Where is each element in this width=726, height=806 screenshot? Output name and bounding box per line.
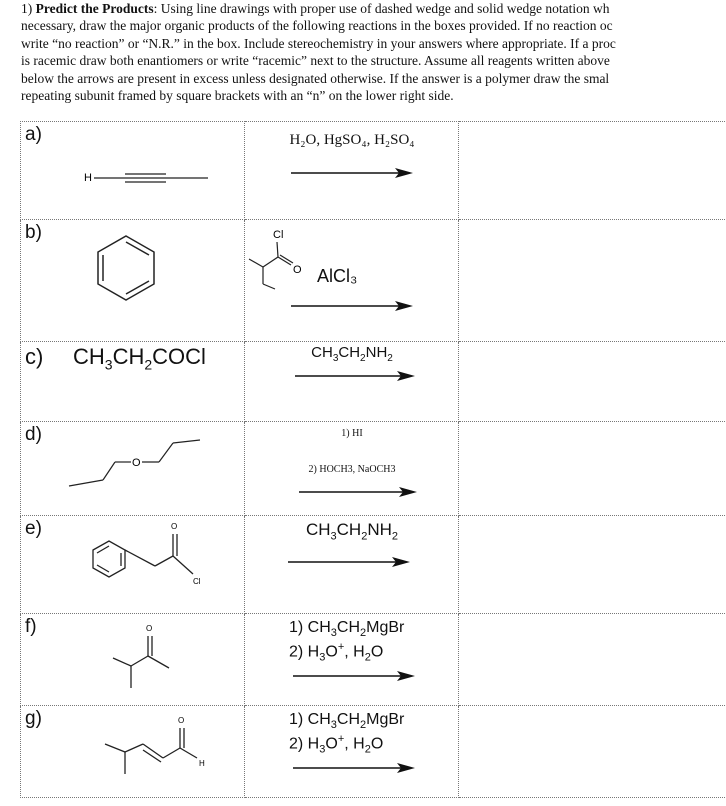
reaction-row-a bbox=[21, 122, 726, 220]
reaction-row-f bbox=[21, 614, 726, 706]
atom-label-cl: Cl bbox=[273, 229, 284, 241]
reagent-step-1: 1) $CH_3CH_2MgBr$ bbox=[289, 711, 405, 732]
atom-label-o: O bbox=[293, 264, 302, 276]
ether-structure bbox=[21, 422, 245, 516]
reagent-cell-c bbox=[245, 342, 459, 422]
reaction-arrow bbox=[245, 422, 459, 516]
instructions-title: Predict the Products bbox=[35, 1, 154, 16]
row-label: a) bbox=[25, 124, 42, 145]
reaction-row-e bbox=[21, 516, 726, 614]
reactant-cell-f bbox=[21, 614, 245, 706]
row-label: c) bbox=[25, 344, 44, 369]
atom-label-h: H bbox=[84, 172, 92, 184]
row-label: d) bbox=[25, 424, 42, 445]
benzene-structure bbox=[21, 220, 245, 342]
instructions-line-5: below the arrows are present in excess unless designated otherwise. If the answer is a polymer draw the smal bbox=[21, 70, 610, 86]
reagent-cell-d bbox=[245, 422, 459, 516]
answer-box-e[interactable] bbox=[459, 516, 726, 614]
reagent-cell-b bbox=[245, 220, 459, 342]
answer-box-g[interactable] bbox=[459, 706, 726, 798]
answer-box-b[interactable] bbox=[459, 220, 726, 342]
reagent-text: $CH_3CH_2NH_2$ bbox=[305, 520, 399, 543]
reaction-arrow bbox=[245, 122, 459, 220]
reactant-cell-d bbox=[21, 422, 245, 516]
row-label: f) bbox=[25, 616, 37, 637]
row-label: g) bbox=[25, 708, 42, 729]
reagent-cell-e bbox=[245, 516, 459, 614]
answer-box-d[interactable] bbox=[459, 422, 726, 516]
reagent-text: $CH_3CH_2NH_2$ bbox=[311, 344, 393, 364]
instructions-line-4: is racemic draw both enantiomers or write “racemic” next to the structure. Assume all reagents written above bbox=[21, 53, 610, 69]
reactant-cell-a bbox=[21, 122, 245, 220]
enal-structure bbox=[21, 706, 245, 798]
phenylacetyl-chloride-structure bbox=[21, 516, 245, 614]
row-label: b) bbox=[25, 222, 42, 243]
reagent-step-2: 2) $H_3O^+$, $H_2O$ bbox=[289, 733, 384, 756]
atom-label-o: O bbox=[132, 457, 141, 469]
reaction-arrow bbox=[245, 706, 459, 798]
instructions-line-3: write “no reaction” or “N.R.” in the box. Include stereochemistry in your answers where appropriate. If a proc bbox=[21, 35, 616, 51]
atom-label-o: O bbox=[178, 716, 185, 725]
reactions-table bbox=[20, 121, 726, 798]
reactant-cell-e bbox=[21, 516, 245, 614]
answer-box-f[interactable] bbox=[459, 614, 726, 706]
reagent-text: AlCl₃ bbox=[317, 266, 358, 286]
reaction-arrow bbox=[245, 342, 459, 422]
row-label: e) bbox=[25, 518, 42, 539]
reagent-cell-f bbox=[245, 614, 459, 706]
reagent-cell-a bbox=[245, 122, 459, 220]
reactant-cell-c bbox=[21, 342, 245, 422]
reagent-cell-g bbox=[245, 706, 459, 798]
reaction-row-d bbox=[21, 422, 726, 516]
reactant-cell-g bbox=[21, 706, 245, 798]
answer-box-c[interactable] bbox=[459, 342, 726, 422]
reagent-step-1: 1) HI bbox=[341, 428, 363, 439]
reagent-step-2: 2) HOCH3, NaOCH3 bbox=[308, 464, 396, 475]
atom-label-o: O bbox=[171, 522, 178, 531]
reaction-arrow bbox=[245, 614, 459, 706]
instructions-line-6: repeating subunit framed by square brackets with an “n” on the lower right side. bbox=[21, 88, 454, 104]
reagent-text: H₂O, HgSO₄, H₂SO₄ bbox=[289, 132, 415, 148]
atom-label-cl: Cl bbox=[193, 577, 201, 586]
reactant-cell-b bbox=[21, 220, 245, 342]
reaction-row-g bbox=[21, 706, 726, 798]
atom-label-h: H bbox=[199, 759, 205, 768]
answer-box-a[interactable] bbox=[459, 122, 726, 220]
instructions-line-1: 1) Predict the Products: Using line drawings with proper use of dashed wedge and solid wedge notation wh bbox=[21, 1, 610, 16]
reaction-arrow bbox=[245, 516, 459, 614]
ketone-structure bbox=[21, 614, 245, 706]
reagent-step-1: 1) $CH_3CH_2MgBr$ bbox=[289, 619, 405, 640]
propanoyl-chloride-formula: $CH_3CH_2COCl$ bbox=[73, 344, 206, 373]
atom-label-o: O bbox=[146, 624, 153, 633]
reaction-row-b bbox=[21, 220, 726, 342]
instructions-line-2: necessary, draw the major organic products of the following reactions in the boxes provided. If no reaction oc bbox=[21, 18, 613, 34]
instructions bbox=[21, 0, 726, 104]
reagent-step-2: 2) $H_3O^+$, $H_2O$ bbox=[289, 641, 384, 664]
alkyne-structure bbox=[21, 122, 245, 220]
reaction-row-c bbox=[21, 342, 726, 422]
